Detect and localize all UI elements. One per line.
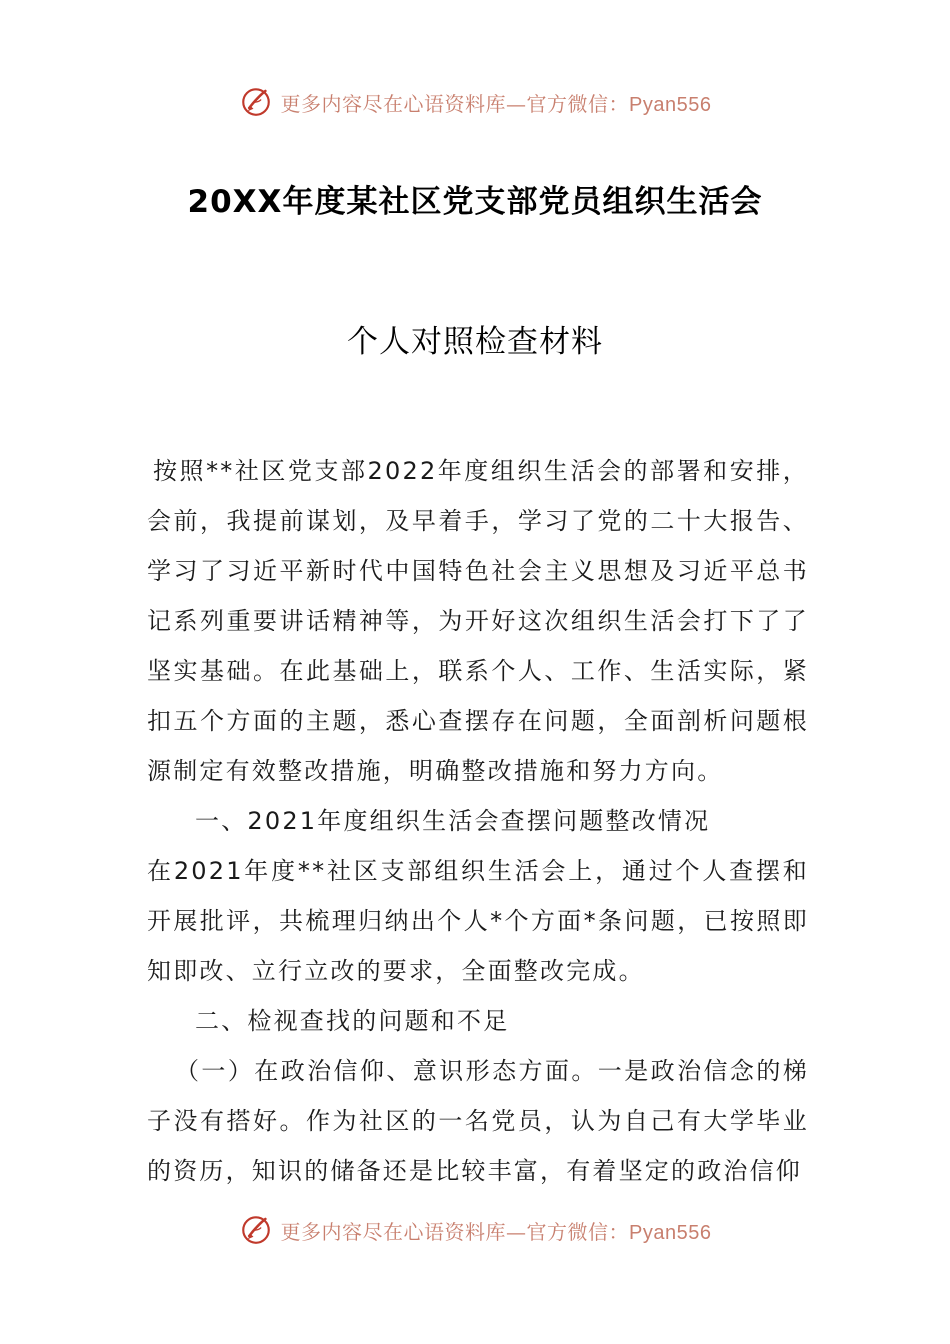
document-title-line2: 个人对照检查材料 <box>347 324 603 360</box>
watermark-label: 更多内容尽在心语资料库—官方微信： <box>280 91 630 116</box>
paragraph-rectification: 在2021年度**社区支部组织生活会上，通过个人查摆和开展批评，共梳理归纳出个人*个方面*条问题，已按照即知即改、立行立改的要求，全面整改完成。 <box>147 857 809 985</box>
watermark-footer <box>0 1210 950 1250</box>
watermark-wechat-id: Pyan556 <box>629 1221 712 1244</box>
watermark-wechat-id: Pyan556 <box>629 93 712 116</box>
paragraph-political: （一）在政治信仰、意识形态方面。一是政治信念的梯子没有搭好。作为社区的一名党员，认为自己有大学毕业的资历，知识的储备还是比较丰富，有着坚定的政治信仰 <box>147 1057 809 1185</box>
pen-logo-icon <box>239 1213 273 1247</box>
section-heading-2: 二、检视查找的问题和不足 <box>195 1007 510 1035</box>
document-body <box>147 446 809 1196</box>
watermark-label: 更多内容尽在心语资料库—官方微信： <box>280 1219 630 1244</box>
watermark-header <box>0 82 950 122</box>
pen-logo-icon <box>239 85 273 119</box>
section-heading-1: 一、2021年度组织生活会查摆问题整改情况 <box>195 807 711 835</box>
paragraph-intro: 按照**社区党支部2022年度组织生活会的部署和安排，会前，我提前谋划，及早着手，学习了党的二十大报告、学习了习近平新时代中国特色社会主义思想及习近平总书记系列重要讲话精神等，为开好这次组织生活会打下了了坚实基础。在此基础上，联系个人、工作、生活实际，紧扣五个方面的主题，悉心查摆存在问题，全面剖析问题根源制定有效整改措施，明确整改措施和努力方向。 <box>147 457 809 785</box>
watermark-text <box>281 88 712 117</box>
document-title-line1: 20XX年度某社区党支部党员组织生活会 <box>187 184 763 220</box>
watermark-text <box>281 1216 712 1245</box>
